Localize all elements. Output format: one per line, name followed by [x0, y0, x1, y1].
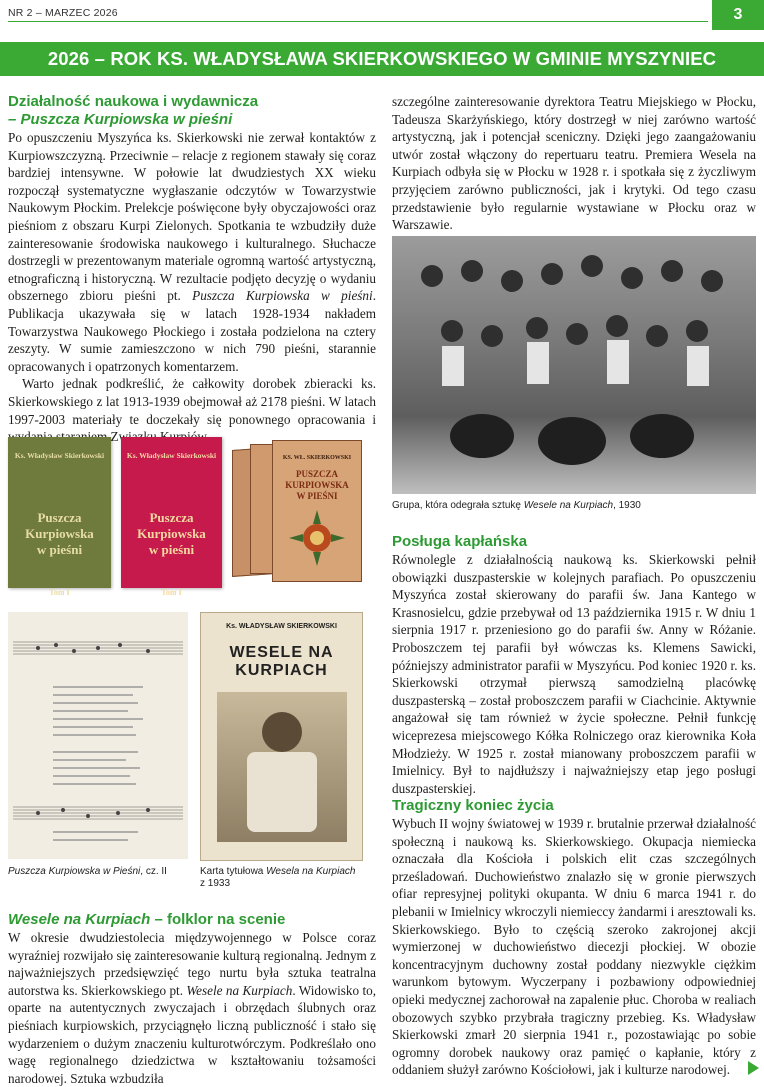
cover-author: Ks. WŁADYSŁAW SKIERKOWSKI [226, 623, 337, 630]
paragraph: Po opuszczeniu Myszyńca ks. Skierkowski nie zerwał kontaktów z Kurpiowszczyzną. Przeciwnie – relacje z regionem stawały się coraz bardziej intensywne. W połowie lat dwudziestych XX wieku rozpoczął systematyczne wygłaszanie odczytów w Towarzystwie Naukowym Płockim. Prelekcje poświęcone były obyczajowości oraz pieśniom z obszaru Kurpi Zielonych. Spotkania te wzbudziły duże zainteresowanie środowiska naukowego i kulturalnego. Słuchacze dostrzegli w prezentowanym materiale ogromną wartość artystyczną, etnograficzną i historyczną. W rezultacie podjęto decyzję o wydaniu obszernego zbioru pieśni pt. Puszcza Kurpiowska w pieśni. Publikacja ukazywała się w latach 1928-1934 nakładem Towarzystwa Naukowego Płockiego i została podzielona na cztery zeszyty. W sumie zamieszczono w nich 790 pieśni, starannie opracowanych i opatrzonych komentarzem. [8, 130, 376, 374]
next-page-arrow-icon[interactable] [748, 1061, 759, 1075]
sheet-music-image [8, 612, 188, 859]
header-rule [8, 21, 708, 22]
section-wesele-continued [392, 93, 756, 234]
folk-ornament-icon [287, 508, 347, 568]
section-research [8, 93, 376, 446]
wesele-cover-image [200, 612, 363, 861]
section-heading-priesthood: Posługa kapłańska [392, 533, 528, 550]
book-cover-green [8, 437, 111, 597]
issue-label: NR 2 – MARZEC 2026 [8, 7, 118, 19]
book-title: Puszcza Kurpiowska w pieśni [25, 510, 94, 557]
paragraph: Wybuch II wojny światowej w 1939 r. brutalnie przerwał działalność społeczną i naukową ks. Skierkowskiego. Okupacja niemiecka oznaczała dla Kościoła i polskich elit czas szczególnych prześladowań. Duchowieństwo znalazło się w gronie pierwszych ofiar represyjnej polityki okupanta. W dniu 6 marca 1941 r. do plebanii w Imielnicy wkroczyli niemieccy żandarmi i aresztowali ks. Skierkowskiego. Było to częścią szeroko zakrojonej akcji wymierzonej w duchowieństwo diecezji płockiej. W obozie koncentracyjnym duchowny został poddany niezwykle ciężkim warunkom bytowym. Wyczerpany i pozbawiony odpowiedniej opieki medycznej zachorował na zapalenie płuc. Choroba w realiach obozowych szybko przybrała tragiczny przebieg. Ks. Władysław Skierkowski zmarł 20 sierpnia 1941 r., pozostawiając po sobie ogromny dorobek naukowy oraz pamięć o kapłanie, który z oddaniem służył zarówno Kościołowi, jak i kulturze narodowej. [392, 816, 756, 1078]
caption-songs: Puszcza Kurpiowska w Pieśni, cz. II [8, 866, 167, 877]
group-photo [392, 236, 756, 494]
paragraph: W okresie dwudziestolecia międzywojennego w Polsce coraz wyraźniej rozwijało się zainteresowanie kulturą regionalną. Jednym z najważniejszych przedsięwzięć tego nurtu była sztuka teatralna autorstwa ks. Skierkowskiego pt. Wesele na Kurpiach. Widowisko to, oparte na autentycznych zwyczajach i obrzędach ślubnych oraz pieśniach kurpiowskich, przyciągnęło liczną publiczność i stało się wydarzeniem o dużym znaczeniu kulturotwórczym. Podkreślało ono wagę regionalnego dziedzictwa w kształtowaniu tożsamości narodowej. Sztuka wzbudziła [8, 930, 377, 1086]
caption-photo: Grupa, która odegrała sztukę Wesele na Kurpiach, 1930 [392, 500, 641, 511]
section-heading-wesele: Wesele na Kurpiach – folklor na scenie [8, 911, 286, 928]
caption-cover: Karta tytułowa Wesela na Kurpiach z 1933 [200, 866, 356, 889]
book-author: Ks. Władysław Skierkowski [126, 451, 217, 460]
stack-title: PUSZCZA KURPIOWSKA W PIEŚNI [285, 469, 349, 501]
cover-title: WESELE NA KURPIACH [229, 644, 334, 679]
book-title: Puszcza Kurpiowska w pieśni [137, 510, 206, 557]
paragraph: szczególne zainteresowanie dyrektora Teatru Miejskiego w Płocku, Tadeusza Skarżyńskiego, który dostrzegł w niej zarówno wartość artystyczną, jak i potencjał sceniczny. Dzięki jego zaangażowaniu utwór został włączony do repertuaru teatru. Premiera Wesela na Kurpiach odbyła się w Płocku w 1928 r. i spotkała się z życzliwym przyjęciem zarówno publiczności, jak i krytyki. Od tego czasu przedstawienie było regularnie wystawiane w Płocku oraz w Warszawie. [392, 94, 756, 233]
section-heading-tragic-end: Tragiczny koniec życia [392, 797, 554, 814]
section-wesele [8, 911, 376, 1087]
heading-line-2: – Puszcza Kurpiowska w pieśni [8, 111, 233, 128]
section-heading-research [8, 93, 376, 129]
book-volume: Tom I [161, 588, 182, 597]
paragraph: Równolegle z działalnością naukową ks. Skierkowski pełnił obowiązki duszpasterskie w kolejnych parafiach. Po opuszczeniu Myszyńca został skierowany do parafii św. Jana Kantego w Krasnosielcu, gdzie przebywał od 13 października 1915 r. W dniu 1 sierpnia 1917 r. przeniesiono go do parafii św. Anny w Różanie. Proboszczem tej parafii był wówczas ks. Klemens Sawicki, późniejszy administrator parafii w Myszyńcu. Pod koniec 1920 r. ks. Skierkowski otrzymał pierwszą samodzielną placówkę duszpasterską – został proboszczem parafii w Ciachcinie. Aktywnie angażował się tam również w życie społeczne. Pełnił funkcję wiceprezesa miejscowego Kółka Rolniczego oraz kierownika Koła Młodzieży. W 1925 r. został mianowany proboszczem parafii w Imielnicy. Był to najdłuższy i najważniejszy etap jego posługi duszpasterskiej. [392, 552, 756, 796]
book-cover-red [121, 437, 222, 597]
book-volume: Tom I [49, 588, 70, 597]
section-priesthood [392, 533, 756, 797]
book-stack-image [232, 440, 362, 583]
book-author: Ks. Władysław Skierkowski [14, 451, 105, 460]
heading-line-1: Działalność naukowa i wydawnicza [8, 93, 259, 110]
paragraph: Warto jednak podkreślić, że całkowity dorobek zbieracki ks. Skierkowskiego z lat 1913-1939 obejmował aż 2178 pieśni. W latach 1997-2003 materiały te doczekały się ponownego opracowania i [8, 376, 376, 427]
cover-illustration [217, 692, 347, 842]
page-number: 3 [712, 0, 764, 30]
page-banner-title: 2026 – ROK KS. WŁADYSŁAWA SKIERKOWSKIEGO W GMINIE MYSZYNIEC [0, 42, 764, 76]
stack-author: KS. WŁ. SKIERKOWSKI [282, 455, 352, 461]
section-tragic-end [392, 797, 756, 1079]
